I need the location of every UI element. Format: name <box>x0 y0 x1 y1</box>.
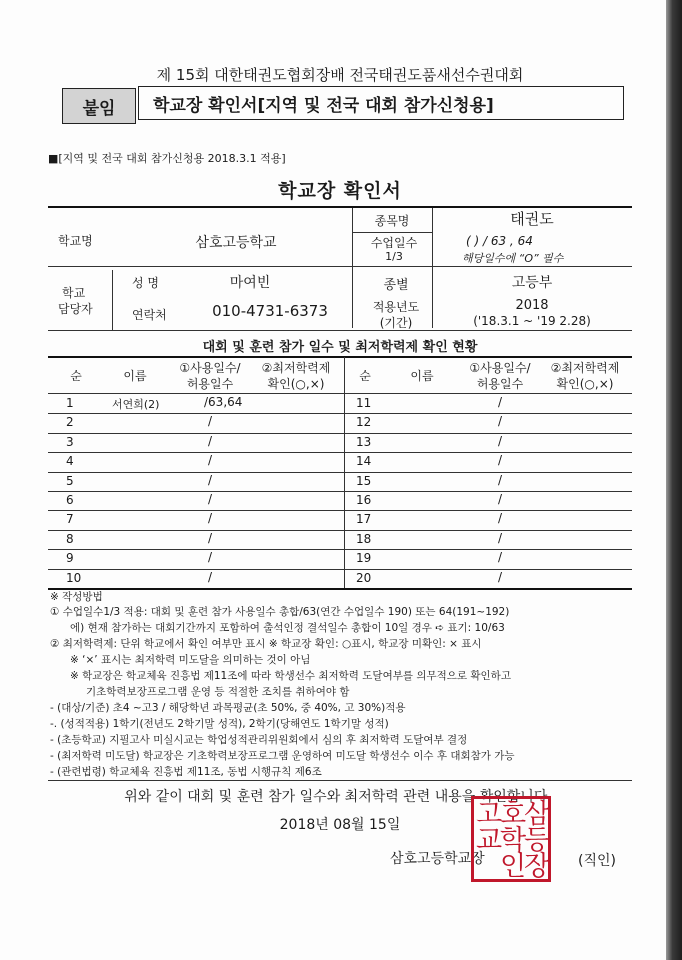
school-seal-stamp <box>471 796 551 882</box>
row-days: / <box>207 414 213 429</box>
note-1b: 에) 현재 참가하는 대회기간까지 포함하여 출석인정 결석일수 총합이 10일 경우 ➪ 표기: 10/63 <box>70 622 505 634</box>
row-days: / <box>497 511 503 526</box>
row-days: / <box>497 492 503 506</box>
row-days: / <box>207 511 213 526</box>
confirmation-text: 위와 같이 대회 및 훈련 참가 일수와 최저학력 관련 내용을 확인합니다. <box>124 789 552 805</box>
notes-heading: ※ 작성방법 <box>50 591 103 603</box>
scan-edge <box>666 0 682 960</box>
period-value: ('18.3.1 ~ '19 2.28) <box>473 314 591 328</box>
row-student-name: 서연희(2) <box>112 398 160 411</box>
row-days: / <box>497 453 503 468</box>
row-number: 11 <box>356 396 372 410</box>
row-days: / <box>207 569 213 584</box>
row-days: / <box>497 569 503 584</box>
school-name-label: 학교명 <box>58 234 93 248</box>
class-days-ratio: 1/3 <box>385 250 403 263</box>
period-label: (기간) <box>379 316 413 330</box>
row-number: 20 <box>356 570 372 585</box>
row-number: 8 <box>66 531 74 546</box>
row-divider <box>48 530 632 531</box>
header-name-right: 이름 <box>410 369 434 383</box>
name-label: 성 명 <box>132 276 159 290</box>
note-1a: ① 수업일수1/3 적용: 대회 및 훈련 참가 사용일수 총합/63(연간 수업일수 190) 또는 64(191~192) <box>50 606 510 618</box>
note-2: ② 최저학력제: 단위 학교에서 확인 여부만 표시 ※ 학교장 확인: ○표시, 학교장 미확인: × 표시 <box>50 638 482 650</box>
row-days: / <box>497 530 503 545</box>
note-3: ※ ‘×’ 표시는 최저학력 미도달을 의미하는 것이 아님 <box>70 654 311 666</box>
competition-title: 제 15회 대한태권도협회장배 전국태권도품새선수권대회 <box>156 66 524 84</box>
row-days: / <box>207 530 213 545</box>
row-number: 18 <box>356 531 372 546</box>
row-divider <box>48 510 632 511</box>
header-days-left-1: ①사용일수/ <box>179 361 241 375</box>
note-8: - (최저학력 미도달) 학교장은 기초학력보장프로그램 운영하여 미도달 학생선수 이수 후 대회참가 가능 <box>50 750 515 762</box>
form-title: 학교장 확인서 <box>278 180 402 202</box>
year-value: 2018 <box>515 298 549 313</box>
note-6: -. (성적적용) 1학기(전년도 2학기말 성적), 2학기(당해연도 1학기말 성적) <box>50 718 389 730</box>
row-divider <box>48 549 632 550</box>
row-divider <box>48 491 632 492</box>
header-days-right-2: 허용일수 <box>476 377 524 391</box>
attachment-title: 학교장 확인서[지역 및 전국 대회 참가신청용] <box>138 86 624 120</box>
row-number: 9 <box>66 551 74 566</box>
note-4b: 기초학력보장프로그램 운영 등 적절한 조치를 취하여야 함 <box>86 686 350 698</box>
header-days-left-2: 허용일수 <box>186 377 234 391</box>
signer-name: 삼호고등학교장 <box>390 851 485 867</box>
row-days: / <box>207 472 213 487</box>
event-label: 종목명 <box>374 214 410 228</box>
contact-label: 연락처 <box>132 308 167 322</box>
row-days: / <box>497 433 503 448</box>
teacher-label-1: 학교 <box>62 286 86 300</box>
seal-label: (직인) <box>578 853 616 869</box>
row-number: 12 <box>356 415 372 430</box>
teacher-name: 마여빈 <box>229 275 271 291</box>
seal-glyph: 고 <box>476 799 503 830</box>
category-value: 고등부 <box>511 275 553 291</box>
seal-glyph: 장 <box>524 851 551 882</box>
row-number: 19 <box>356 551 372 566</box>
header-min-left-2: 확인(○,×) <box>267 377 325 391</box>
header-name-left: 이름 <box>123 369 147 383</box>
note-7: - (초등학교) 지필고사 미실시교는 학업성적관리위원회에서 심의 후 최저학력 도달여부 결정 <box>50 734 468 746</box>
row-number: 13 <box>356 434 372 449</box>
seal-glyph: 등 <box>524 825 551 856</box>
class-days-hint: 해당일수에 “O” 필수 <box>462 252 564 265</box>
seal-glyph: 삼 <box>524 799 551 830</box>
row-number: 10 <box>66 570 82 585</box>
seal-glyph: 인 <box>500 851 527 882</box>
row-days: / <box>207 492 213 506</box>
row-number: 4 <box>66 454 74 469</box>
row-number: 6 <box>66 493 74 507</box>
header-min-right-2: 확인(○,×) <box>556 377 614 391</box>
row-days: / <box>497 550 503 565</box>
row-number: 14 <box>356 454 372 469</box>
header-days-right-1: ①사용일수/ <box>469 361 531 375</box>
row-days: / <box>207 550 213 565</box>
confirmation-date: 2018년 08월 15일 <box>279 817 401 833</box>
note-5: - (대상/기준) 초4 ~고3 / 해당학년 과목평균(초 50%, 중 40%, 고 30%)적용 <box>50 702 406 714</box>
row-divider <box>48 413 632 414</box>
table-title: 대회 및 훈련 참가 일수 및 최저학력제 확인 현황 <box>202 340 478 355</box>
row-number: 1 <box>66 396 74 410</box>
seal-glyph: 호 <box>500 799 527 830</box>
note-4a: ※ 학교장은 학교체육 진흥법 제11조에 따라 학생선수 최저학력 도달여부를 의무적으로 확인하고 <box>70 670 511 682</box>
row-days: / <box>207 453 213 468</box>
row-divider <box>48 433 632 434</box>
row-days: / <box>497 414 503 429</box>
row-divider <box>48 452 632 453</box>
form-note: ■[지역 및 전국 대회 참가신청용 2018.3.1 적용] <box>48 152 286 165</box>
contact-value: 010-4731-6373 <box>212 302 328 320</box>
row-number: 3 <box>66 434 74 449</box>
header-min-left-1: ②최저학력제 <box>261 361 331 375</box>
header-min-right-1: ②최저학력제 <box>550 361 620 375</box>
year-label: 적용년도 <box>372 300 420 314</box>
event-value: 태권도 <box>510 210 554 228</box>
row-number: 16 <box>356 493 372 507</box>
header-no-right: 순 <box>359 369 371 383</box>
row-divider <box>48 569 632 570</box>
seal-glyph: 학 <box>500 825 527 856</box>
row-number: 2 <box>66 415 74 430</box>
seal-glyph: 교 <box>476 825 503 856</box>
row-number: 7 <box>66 512 74 527</box>
class-days-value: ( ) / 63 , 64 <box>466 234 533 248</box>
category-label: 종별 <box>383 278 409 293</box>
note-9: - (관련법령) 학교체육 진흥법 제11조, 동법 시행규칙 제6조 <box>50 766 322 778</box>
row-days: / <box>207 433 213 448</box>
row-number: 5 <box>66 473 74 488</box>
row-days: /63,64 <box>204 395 243 409</box>
row-days: / <box>497 472 503 487</box>
teacher-label-2: 담당자 <box>58 302 93 316</box>
header-no-left: 순 <box>70 369 82 383</box>
row-days: / <box>497 395 503 409</box>
school-name: 삼호고등학교 <box>195 235 277 251</box>
row-divider <box>48 472 632 473</box>
class-days-label: 수업일수 <box>370 236 418 250</box>
row-number: 17 <box>356 512 372 527</box>
row-number: 15 <box>356 473 372 488</box>
attachment-label: 붙임 <box>62 88 136 124</box>
